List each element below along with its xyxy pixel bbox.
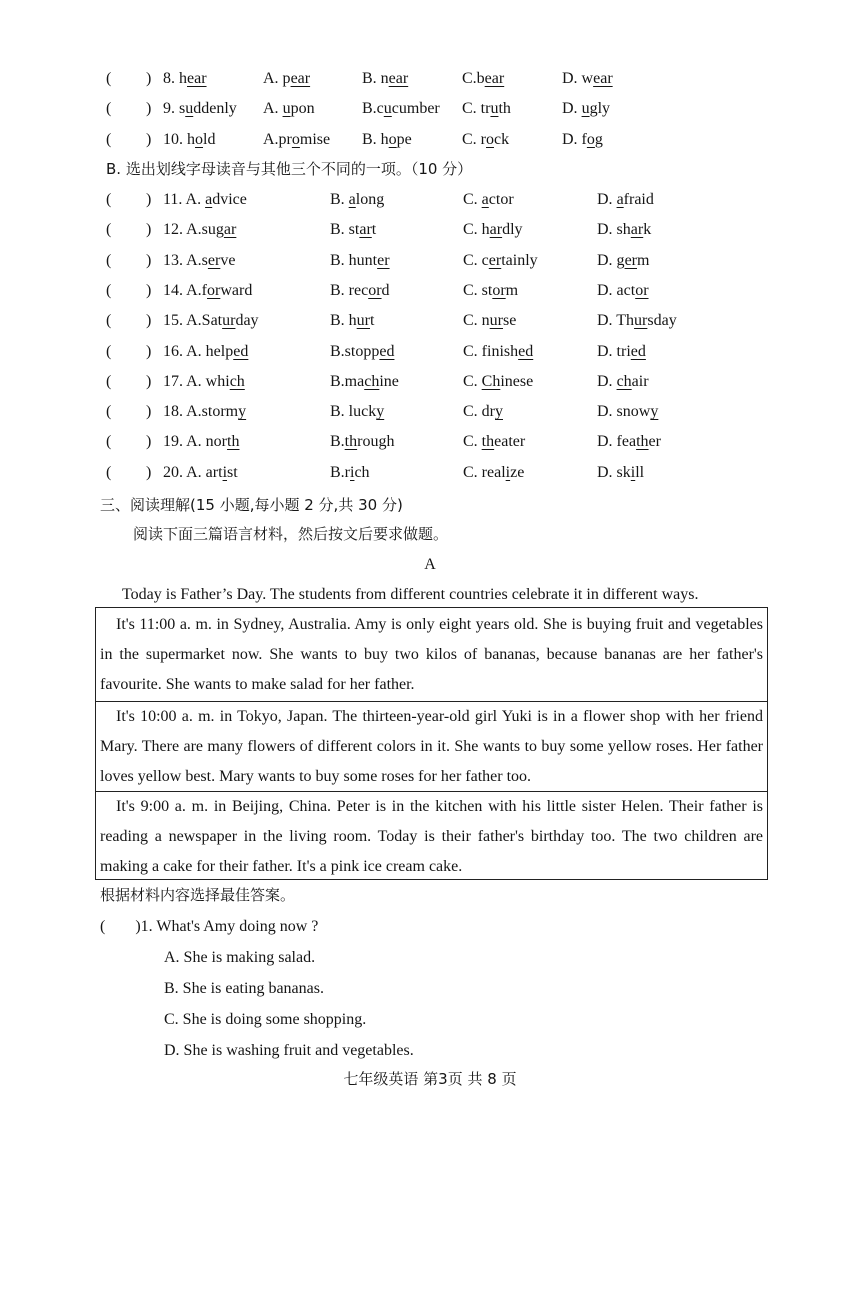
option-d: D. tried (597, 342, 646, 360)
answer-paren-open: ( (106, 191, 112, 208)
question-word: 9. suddenly (163, 100, 237, 117)
passage-paragraph: It's 9:00 a. m. in Beijing, China. Peter is in the kitchen with his little sister Helen. Their father is reading a newspaper in the living room. Today is their father's birthday too. The two children are making a cake for their father. It's a pink ice cream cake. (100, 798, 763, 875)
option-b: B. hurt (330, 312, 375, 330)
option-d-cell (562, 66, 613, 92)
option-c: C. rock (462, 131, 510, 148)
passage-paragraph: It's 11:00 a. m. in Sydney, Australia. Amy is only eight years old. She is buying fruit and vegetables in the supermarket now. She wants to buy two kilos of bananas, because bananas are her father's favourite. She wants to make salad for her father. (100, 616, 763, 693)
option-b-cell (330, 369, 399, 395)
answer-paren-close: ) (146, 281, 152, 299)
answer-paren-close: ) (146, 221, 152, 239)
option-d: D. feather (597, 433, 661, 451)
option-c-cell (462, 127, 509, 153)
option-d-cell (597, 460, 644, 486)
answer-paren-open: ( (106, 100, 112, 117)
option-d: D. chair (597, 372, 649, 390)
option-c-cell (463, 429, 525, 455)
option-b: B.through (330, 433, 395, 451)
option-a-cell: 15. A.Saturday (163, 312, 259, 330)
answer-paren-close: ) (146, 463, 152, 481)
answer-paren-close: ) (146, 433, 152, 451)
option-a-cell: 16. A. helped (163, 342, 249, 360)
option-d: D. afraid (597, 191, 654, 208)
option-a-cell: 12. A.sugar (163, 221, 237, 239)
answer-paren-open: ( (106, 403, 112, 421)
option-b-cell (330, 429, 394, 455)
answer-paren-open: ( (106, 463, 112, 481)
option-a-cell: 13. A.serve (163, 251, 236, 269)
option-d: D. snowy (597, 403, 659, 421)
option-a-cell (263, 66, 310, 92)
option-c-cell (462, 66, 504, 92)
option-a-cell (263, 96, 315, 122)
option-c: C. finished (463, 342, 534, 360)
option-a-cell: 19. A. north (163, 433, 240, 451)
answer-paren-close: ) (146, 372, 152, 390)
option-a: A. She is making salad. (164, 949, 316, 966)
answer-paren-close: ) (146, 131, 152, 148)
answer-paren-close: ) (146, 342, 152, 360)
option-c: C. truth (462, 100, 511, 117)
option-d: D. Thursday (597, 312, 677, 330)
answer-paren-open: ( (106, 342, 112, 360)
option-b: B.cucumber (362, 100, 440, 117)
option-d-cell (562, 96, 610, 122)
option-c: C.bear (462, 70, 505, 87)
option-a: A. upon (263, 100, 315, 117)
option-c-cell (463, 339, 533, 365)
option-a: A. which (186, 372, 245, 390)
option-b-cell (330, 278, 390, 304)
option-c: C. storm (463, 281, 519, 299)
answer-paren-close: ) (135, 918, 141, 935)
option-b-cell (362, 66, 408, 92)
option-c-cell (463, 399, 503, 425)
option-c-cell (463, 460, 524, 486)
option-c-cell (462, 96, 511, 122)
answer-paren-close: ) (146, 312, 152, 330)
option-d: D. ugly (562, 100, 611, 117)
answer-paren-close: ) (146, 100, 152, 117)
answer-paren-open: ( (106, 131, 112, 148)
option-c: C. actor (463, 191, 514, 208)
option-c-cell (463, 187, 514, 213)
option-d-cell (597, 217, 651, 243)
target-word: hold (187, 131, 216, 148)
option-b: B. hope (362, 131, 412, 148)
option-a: A. artist (186, 463, 238, 481)
option-b-cell (330, 308, 374, 334)
option-b: B. along (330, 191, 385, 208)
option-b: B. start (330, 221, 377, 239)
choose-instruction: 根据材料内容选择最佳答案。 (100, 886, 296, 904)
answer-paren-close: ) (146, 70, 152, 87)
target-word: hear (179, 70, 207, 87)
option-d-cell (597, 339, 646, 365)
answer-paren-open: ( (106, 251, 112, 269)
option-a: A.Saturday (186, 312, 259, 330)
option-c: C. certainly (463, 251, 538, 269)
option-a-cell: 14. A.forward (163, 281, 253, 299)
option-c: C. hardly (463, 221, 523, 239)
option-d: D. actor (597, 281, 649, 299)
option-d-cell (597, 248, 649, 274)
option-a: A. helped (186, 342, 249, 360)
section-3-heading: 三、阅读理解(15 小题,每小题 2 分,共 30 分) (100, 496, 403, 514)
option-b-cell (330, 339, 394, 365)
question-word: 8. hear (163, 70, 207, 87)
option-b: B.machine (330, 372, 399, 390)
answer-paren-open: ( (106, 433, 112, 451)
passage-title: A (424, 556, 436, 573)
answer-paren-close: ) (146, 191, 152, 208)
answer-paren-open: ( (106, 221, 112, 239)
option-b: B.rich (330, 463, 370, 481)
question-text: 1. What's Amy doing now ? (140, 918, 319, 935)
option-d-cell (562, 127, 603, 153)
option-c: C. theater (463, 433, 526, 451)
answer-paren-open: ( (106, 70, 112, 87)
option-a: A.forward (186, 281, 253, 299)
answer-paren-open: ( (100, 918, 106, 935)
option-d: D. shark (597, 221, 652, 239)
option-d-cell (597, 278, 649, 304)
option-d: D. wear (562, 70, 613, 87)
option-a-cell: 17. A. which (163, 372, 245, 390)
answer-paren-open: ( (106, 372, 112, 390)
option-a: A. pear (263, 70, 311, 87)
option-a-cell: 20. A. artist (163, 463, 238, 481)
question-1 (100, 914, 318, 940)
option-b: B. hunter (330, 251, 390, 269)
page-footer: 七年级英语 第3页 共 8 页 (343, 1070, 517, 1088)
passage-box (95, 607, 768, 880)
option-d-cell (597, 187, 654, 213)
option-a: A.sugar (186, 221, 237, 239)
option-d-cell (597, 399, 658, 425)
option-b: B.stopped (330, 342, 395, 360)
option-c-cell (463, 308, 516, 334)
answer-paren-close: ) (146, 251, 152, 269)
option-c-cell (463, 248, 538, 274)
answer-paren-open: ( (106, 312, 112, 330)
passage-paragraph: It's 10:00 a. m. in Tokyo, Japan. The thirteen-year-old girl Yuki is in a flower shop with her friend Mary. There are many flowers of different colors in it. She wants to buy some yellow roses. Her father loves yellow best. Mary wants to buy some roses for her father too. (100, 708, 763, 785)
answer-paren-close: ) (146, 403, 152, 421)
option-d-cell (597, 369, 649, 395)
option-d: D. germ (597, 251, 650, 269)
option-c-cell (463, 217, 523, 243)
option-c: C. realize (463, 463, 525, 481)
option-a: A. advice (185, 191, 247, 208)
section-3-instruction: 阅读下面三篇语言材料，然后按文后要求做题。 (133, 525, 449, 543)
option-a: A.promise (263, 131, 331, 148)
passage-intro: Today is Father’s Day. The students from different countries celebrate it in different ways. (122, 586, 699, 603)
question-word: 10. hold (163, 131, 216, 148)
option-b-cell (330, 187, 384, 213)
option-b-cell (362, 96, 440, 122)
option-d-cell (597, 429, 661, 455)
target-word: suddenly (179, 100, 237, 117)
option-b-cell (330, 248, 390, 274)
option-b: B. lucky (330, 403, 385, 421)
option-b-cell (362, 127, 412, 153)
option-c: C. dry (463, 403, 503, 421)
option-b: B. She is eating bananas. (164, 980, 324, 997)
section-b-heading: B. 选出划线字母读音与其他三个不同的一项。（10 分） (106, 160, 473, 178)
option-c: C. nurse (463, 312, 517, 330)
option-d-cell (597, 308, 677, 334)
option-a: A.stormy (186, 403, 247, 421)
option-c-cell (463, 278, 518, 304)
option-b-cell (330, 399, 384, 425)
option-b: B. near (362, 70, 409, 87)
option-a-cell (263, 127, 330, 153)
option-b-cell (330, 460, 370, 486)
option-d: D. fog (562, 131, 603, 148)
option-d: D. skill (597, 463, 645, 481)
option-a-cell: 18. A.stormy (163, 403, 247, 421)
option-a: A. north (186, 433, 240, 451)
option-b-cell (330, 217, 376, 243)
option-c: C. She is doing some shopping. (164, 1011, 367, 1028)
option-b: B. record (330, 281, 390, 299)
option-c-cell (463, 369, 533, 395)
option-a: A.serve (186, 251, 236, 269)
option-d: D. She is washing fruit and vegetables. (164, 1042, 414, 1059)
option-c: C. Chinese (463, 372, 534, 390)
option-a-cell: 11. A. advice (163, 191, 247, 208)
answer-paren-open: ( (106, 281, 112, 299)
